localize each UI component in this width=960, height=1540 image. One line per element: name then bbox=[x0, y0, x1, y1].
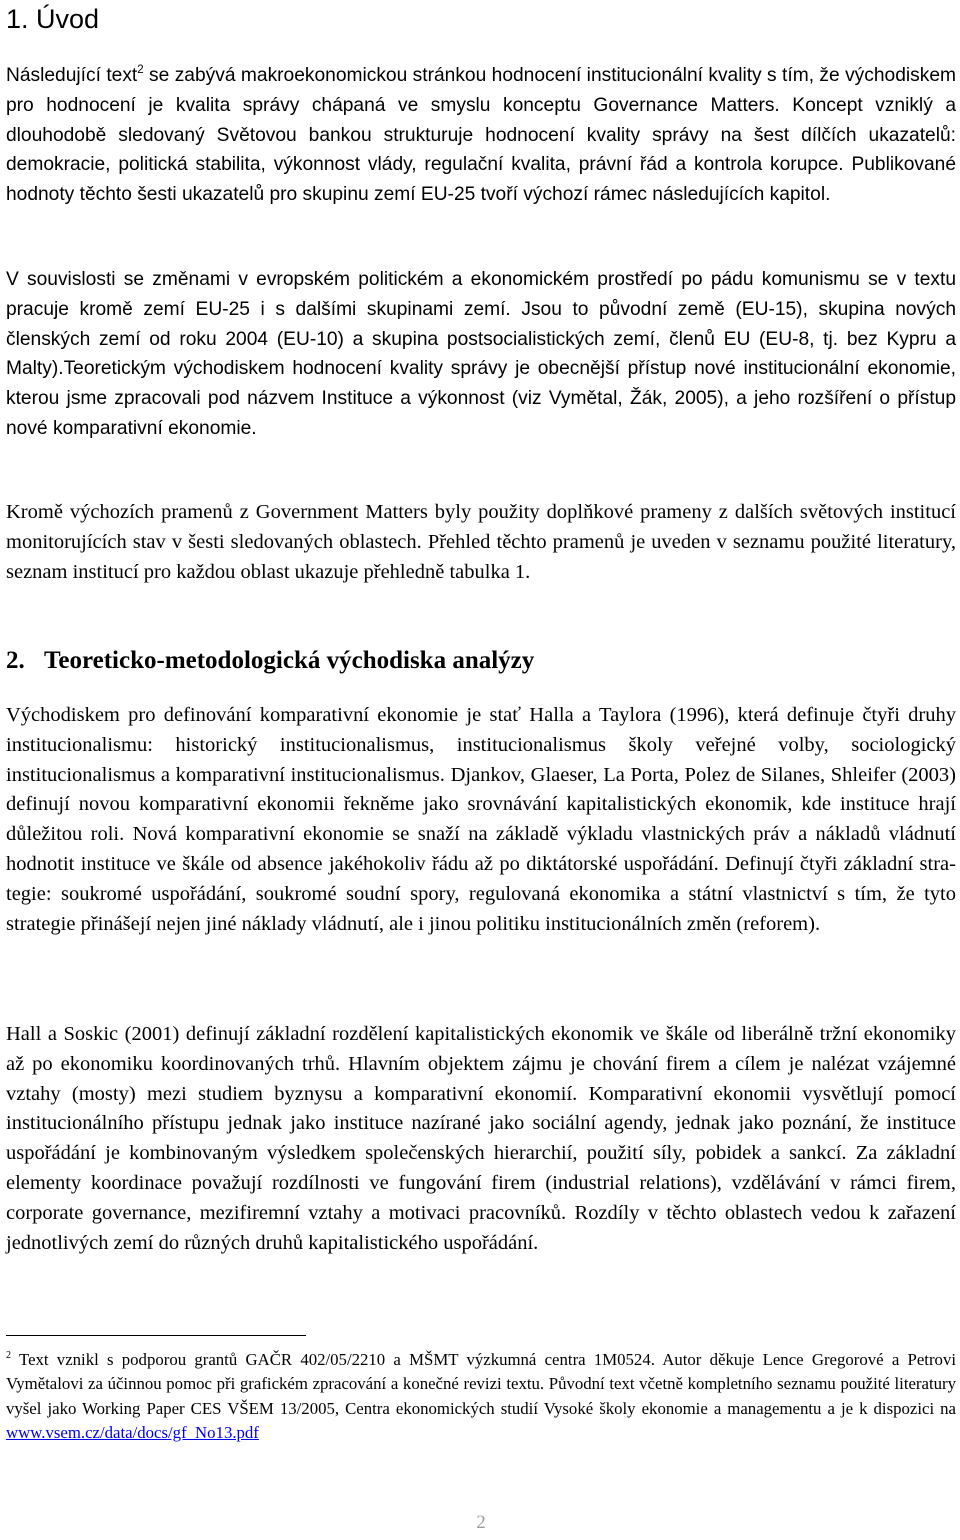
section-2-heading bbox=[6, 645, 534, 677]
footnote-reference[interactable]: 2 bbox=[137, 63, 144, 76]
intro-paragraph-1-start: Následující text bbox=[6, 65, 138, 86]
page-number: 2 bbox=[476, 1512, 486, 1533]
section-2-title: Teoreticko-metodologická východiska analýzy bbox=[44, 647, 535, 674]
footnote bbox=[6, 1348, 956, 1446]
intro-paragraph-2: V souvislosti se změnami v evropském politickém a ekonomickém prostředí po pádu komunismu se v textu pracuje kromě zemí EU-25 i s dalšími skupinami zemí. Jsou to původní země (EU-15), skupina nových členských zemí od roku 2004 (EU-10) a skupina postsocialistických zemí, členů EU (EU-8, tj. bez Kypru a Malty).Teoretickým východiskem hodnocení kvality správy je obecnější přístup nové institucionální ekonomie, kterou jsme zpracovali pod názvem Instituce a výkonnost (viz Vymětal, Žák, 2005), a jeho rozšíření o přístup nové komparativní ekonomie. bbox=[6, 269, 956, 439]
theory-paragraph-2: Hall a Soskic (2001) definují základní rozdělení kapitalistických ekonomik ve škále od liberálně tržní ekonomiky až po ekonomiku koordinovaných trhů. Hlavním objektem zájmu je chování firem a cílem je nalézat vzájemné vztahy (mosty) mezi studiem byznysu a komparativní ekonomií. Komparativní ekonomii vysvětlují pomocí institucionálního přístupu jednak jako instituce nazírané jako sociální agendy, jednak jako poznání, že instituce uspořádání je kombinovaným výsledkem společenských hierarchií, použití síly, pobidek a sankcí. Za základní elementy koordinace považují rozdílnosti ve fungování firem (industrial relations), vzdělávání v rámci firem, corporate governance, mezifiremní vztahy a motivaci pracovníků. Rozdíly v těchto oblastech vedou k zařazení jednotlivých zemí do různých druhů kapitalistického uspořádání. bbox=[6, 1023, 956, 1254]
section-1-heading: 1. Úvod bbox=[6, 4, 100, 34]
footnote-link[interactable]: www.vsem.cz/data/docs/gf_No13.pdf bbox=[6, 1423, 259, 1443]
footnote-divider bbox=[6, 1335, 306, 1336]
footnote-number: 2 bbox=[6, 1349, 12, 1361]
intro-paragraph-1-rest: se zabývá makroekonomickou stránkou hodnocení institucionální kvality s tím, že východiskem pro hodnocení je kvalita správy chápaná ve smyslu konceptu Governance Matters. Koncept vzniklý a dlouhodobě sledovaný Světovou bankou strukturuje hodnocení kvality správy na šest dílčích ukazatelů: demokracie, politická stabilita, výkonnost vlády, regulační kvalita, právní řád a kontrola korupce. Publikované hodnoty těchto šesti ukazatelů pro skupinu zemí EU-25 tvoří výchozí rámec následujících kapitol. bbox=[6, 65, 956, 206]
intro-paragraph-1 bbox=[6, 61, 956, 210]
intro-paragraph-3: Kromě výchozích pramenů z Government Matters byly použity doplňkové prameny z dalších světových institucí monitorujících stav v šesti sledovaných oblastech. Přehled těchto pramenů je uveden v seznamu použité literatury, seznam institucí pro každou oblast ukazuje přehledně tabulka 1. bbox=[6, 501, 956, 583]
theory-paragraph-1: Východiskem pro definování komparativní ekonomie je stať Halla a Taylora (1996), která definuje čtyři druhy institucionalismu: historický institucionalismus, institucionalismus školy veřejné volby, sociologický institucionalismus a komparativní institucionalismus. Djankov, Glaeser, La Porta, Polez de Silanes, Shleifer (2003) definují novou komparativní ekonomii řekněme jako srovnávání kapitalistických ekonomik, kde instituce hrají důležitou roli. Nová komparativní ekonomie se snaží na základě výkladu vlastnických práv a nákladů vládnutí hodnotit instituce ve škále od absence jakéhokoliv řádu až po diktátorské uspořádání. Definují čtyři základní strategie: soukromé uspořádání, soukromé soudní spory, regulovaná ekonomika a státní vlastnictví s tím, že tyto strategie přinášejí nejen jiné náklady vládnutí, ale i jinou politiku institucionálních změn (reforem). bbox=[6, 704, 956, 935]
section-2-number: 2. bbox=[6, 647, 25, 674]
footnote-text: Text vznikl s podporou grantů GAČR 402/05/2210 a MŠMT výzkumná centra 1M0524. Autor děkuje Lence Gregorové a Petrovi Vymětalovi za účinnou pomoc při grafickém zpracování a konečné revizi textu. Původní text včetně kompletního seznamu použité literatury vyšel jako Working Paper CES VŠEM 13/2005, Centra ekonomických studií Vysoké školy ekonomie a managementu a je k dispozici na bbox=[6, 1350, 956, 1418]
